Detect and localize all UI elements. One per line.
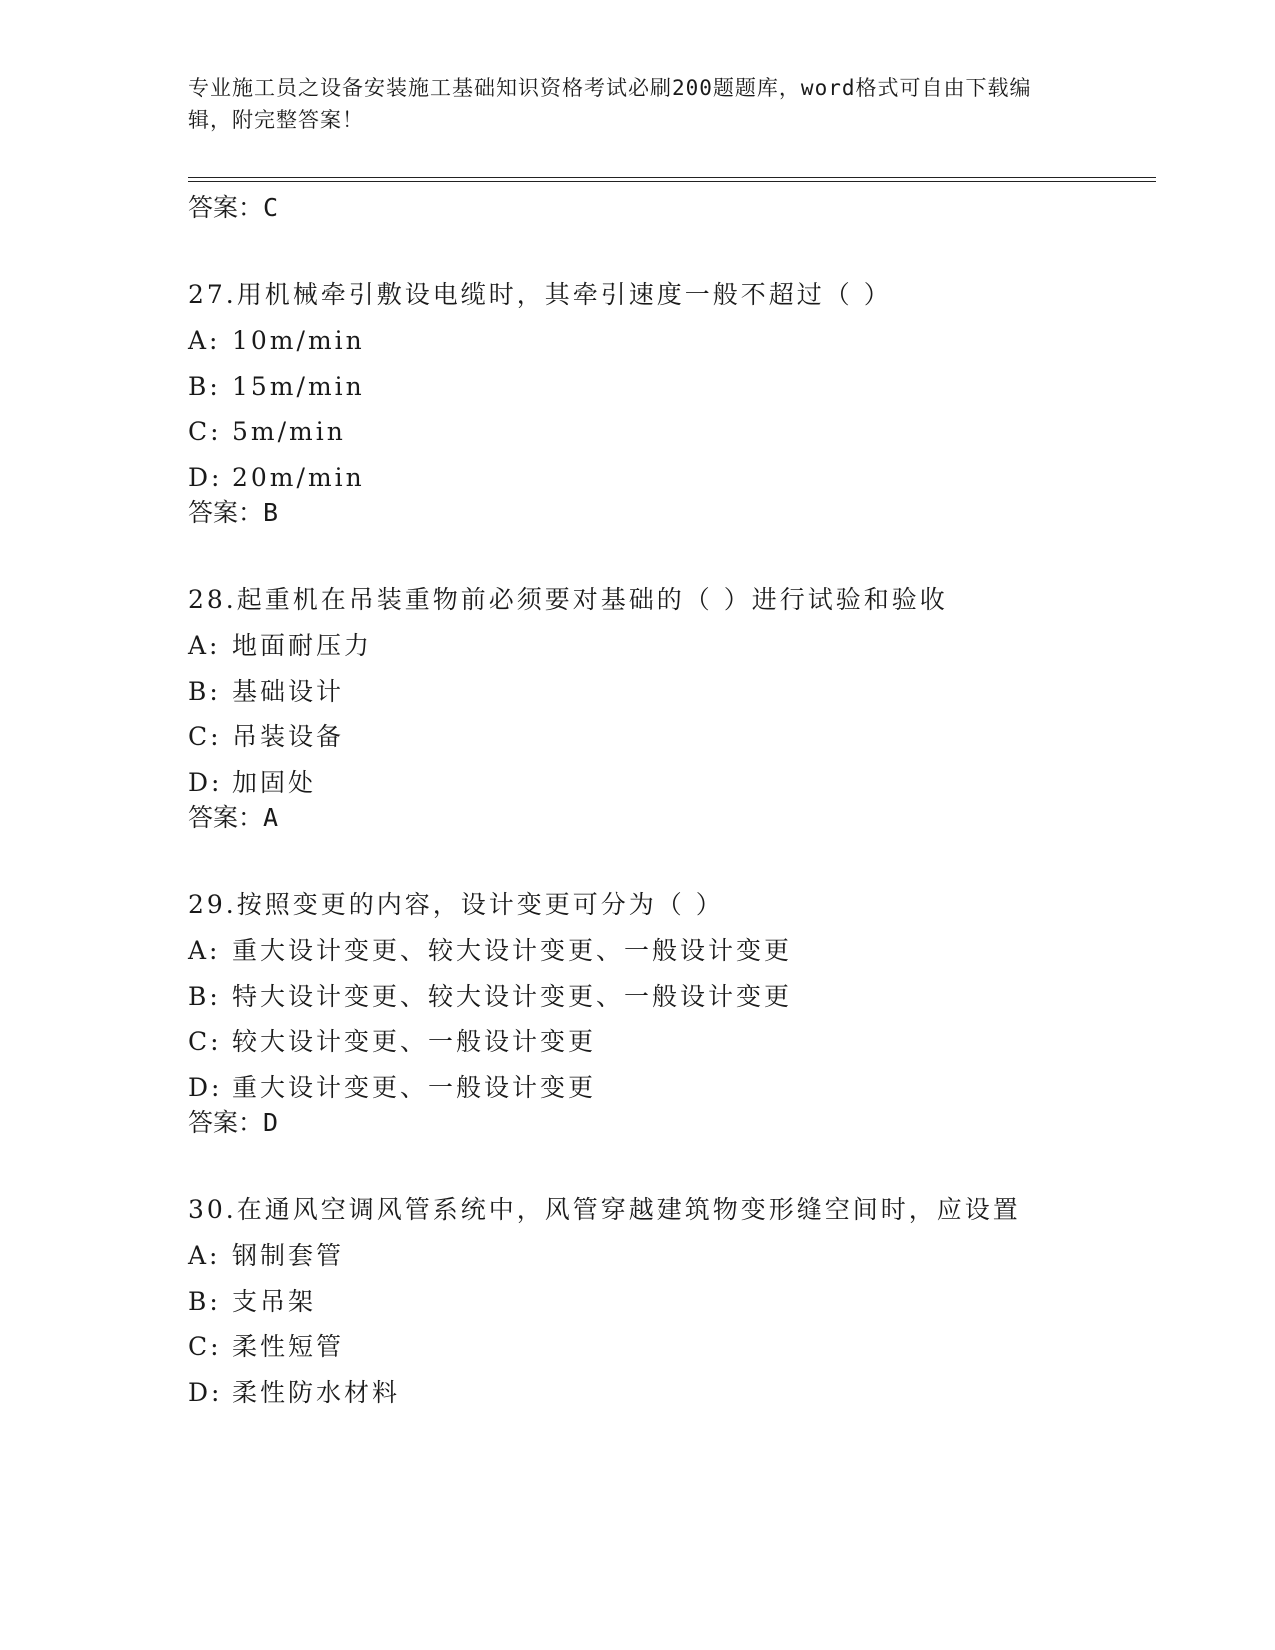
option-value: 柔性防水材料 <box>232 1377 401 1407</box>
previous-answer: 答案：C <box>188 193 279 222</box>
option-key: A: <box>188 1241 221 1270</box>
question-block-30 <box>188 1194 1148 1422</box>
option-value: 加固处 <box>232 767 317 797</box>
option-value: 10m/min <box>232 326 365 355</box>
option-value: 柔性短管 <box>232 1332 345 1361</box>
question-block-29 <box>188 889 1148 1117</box>
option-key: C: <box>188 1332 222 1361</box>
question-text: 30.在通风空调风管系统中，风管穿越建筑物变形缝空间时，应设置 <box>188 1195 1021 1224</box>
option-a <box>188 935 1148 981</box>
option-key: A: <box>188 631 221 660</box>
option-key: C: <box>188 1027 222 1056</box>
header-divider <box>188 177 1156 182</box>
option-a <box>188 1240 1148 1286</box>
question-text: 28.起重机在吊装重物前必须要对基础的（ ）进行试验和验收 <box>188 585 948 614</box>
option-value: 特大设计变更、较大设计变更、一般设计变更 <box>232 981 793 1011</box>
option-value: 重大设计变更、较大设计变更、一般设计变更 <box>232 936 793 965</box>
option-key: D: <box>188 767 223 797</box>
option-b <box>188 371 1148 417</box>
answer-27: 答案：B <box>188 498 279 527</box>
option-value: 重大设计变更、一般设计变更 <box>232 1072 597 1102</box>
option-d <box>188 462 1148 508</box>
option-key: B: <box>188 676 221 706</box>
option-key: C: <box>188 722 222 751</box>
option-value: 15m/min <box>232 371 365 401</box>
option-key: D: <box>188 462 223 492</box>
question-text: 27.用机械牵引敷设电缆时，其牵引速度一般不超过（ ） <box>188 280 892 309</box>
option-value: 钢制套管 <box>232 1241 345 1270</box>
option-value: 支吊架 <box>232 1286 317 1316</box>
option-value: 5m/min <box>232 417 346 446</box>
document-header: 专业施工员之设备安装施工基础知识资格考试必刷200题题库，word格式可自由下载编辑，附完整答案！ <box>188 76 1032 132</box>
option-value: 较大设计变更、一般设计变更 <box>232 1027 597 1056</box>
question-text: 29.按照变更的内容，设计变更可分为（ ） <box>188 890 724 919</box>
option-value: 20m/min <box>232 462 365 492</box>
option-key: B: <box>188 371 221 401</box>
answer-28: 答案：A <box>188 803 279 832</box>
option-value: 基础设计 <box>232 676 345 706</box>
option-key: B: <box>188 1286 221 1316</box>
answer-29: 答案：D <box>188 1108 279 1137</box>
option-c <box>188 1331 1148 1377</box>
option-key: B: <box>188 981 221 1011</box>
option-key: C: <box>188 417 222 446</box>
question-block-28 <box>188 584 1148 812</box>
option-d <box>188 1072 1148 1118</box>
option-b <box>188 676 1148 722</box>
option-key: A: <box>188 326 221 355</box>
option-d <box>188 1377 1148 1423</box>
option-value: 地面耐压力 <box>232 631 373 660</box>
question-block-27 <box>188 279 1148 507</box>
option-c <box>188 416 1148 462</box>
option-d <box>188 767 1148 813</box>
option-key: A: <box>188 936 221 965</box>
option-key: D: <box>188 1072 223 1102</box>
option-value: 吊装设备 <box>232 722 345 751</box>
option-a <box>188 325 1148 371</box>
option-b <box>188 1286 1148 1332</box>
option-a <box>188 630 1148 676</box>
option-c <box>188 721 1148 767</box>
option-key: D: <box>188 1377 223 1407</box>
option-b <box>188 981 1148 1027</box>
option-c <box>188 1026 1148 1072</box>
